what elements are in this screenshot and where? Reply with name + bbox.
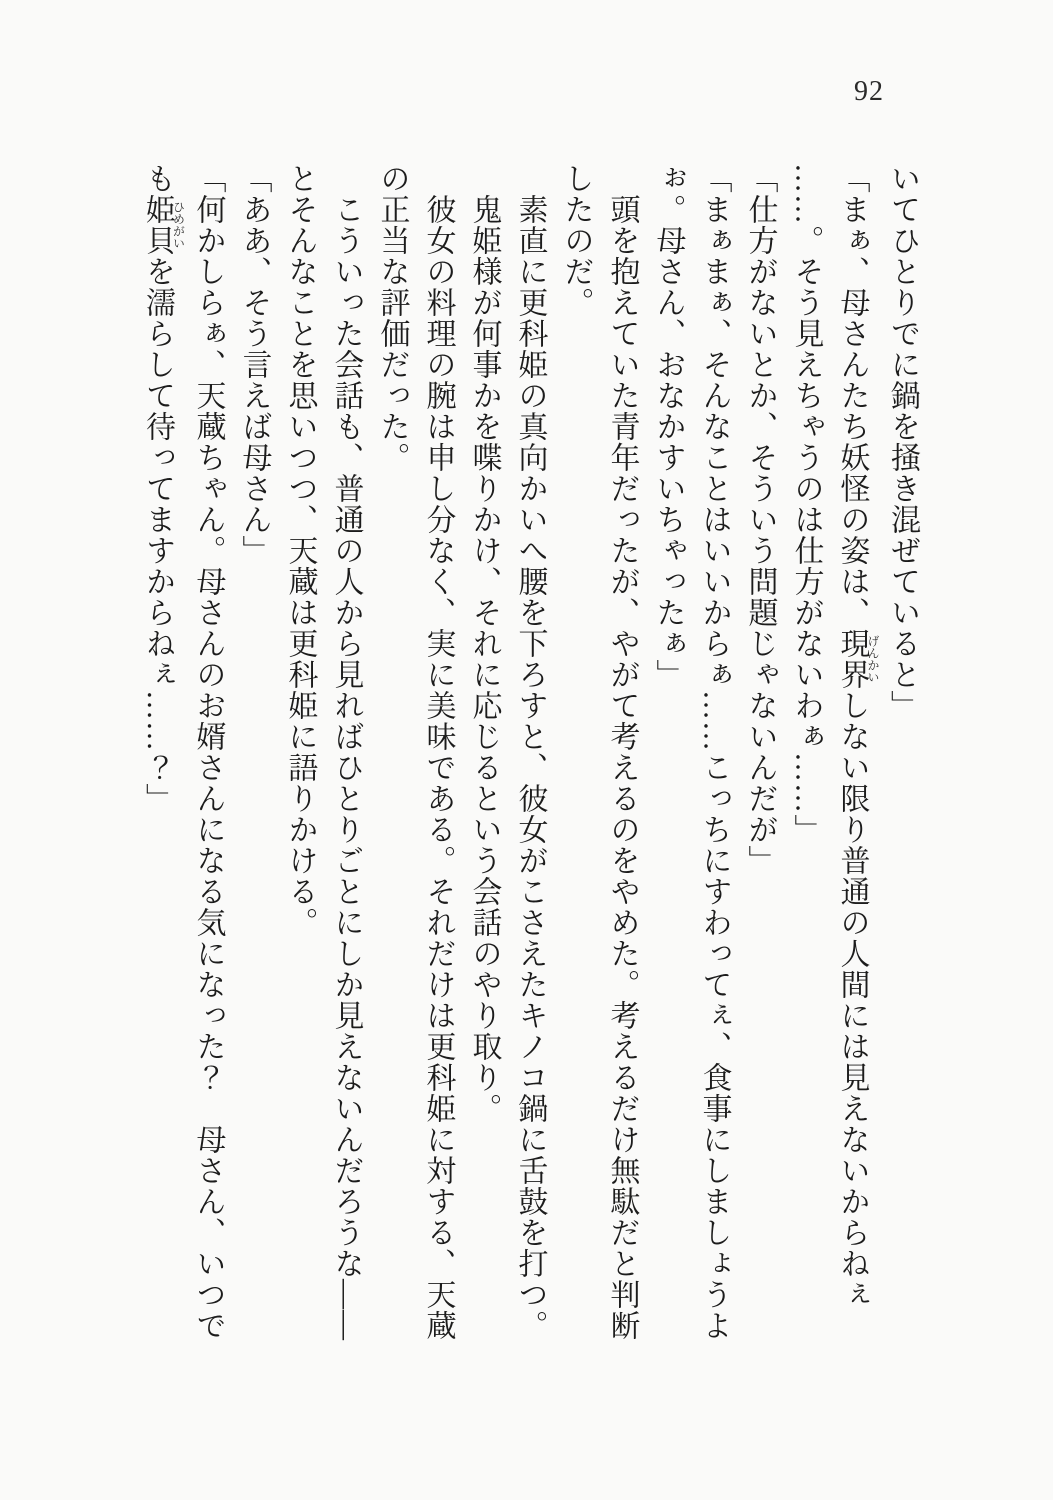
text-column: 素直に更科姫の真向かいへ腰を下ろすと、彼女がこさえたキノコ鍋に舌鼓を打つ。 xyxy=(513,163,547,1341)
text-column: 「仕方がないとか、そういう問題じゃないんだが」 xyxy=(743,163,777,876)
text-column: 「まぁ、母さんたち妖怪の姿は、現界げんかいしない限り普通の人間には見えないからねぇ xyxy=(835,163,880,1310)
text-column: も姫貝ひめがいを濡らして待ってますからねぇ……？」 xyxy=(141,163,186,814)
text-column: 頭を抱えていた青年だったが、やがて考えるのをやめた。考えるだけ無駄だと判断 xyxy=(605,163,639,1341)
text-column: とそんなことを思いつつ、天蔵は更科姫に語りかける。 xyxy=(283,163,317,938)
text-columns xyxy=(134,163,925,1363)
text-column: の正当な評価だった。 xyxy=(375,163,409,473)
text-column: 「何かしらぁ、天蔵ちゃん。母さんのお婿さんになる気になった？ 母さん、いつで xyxy=(191,163,225,1341)
text-column: 彼女の料理の腕は申し分なく、実に美味である。それだけは更科姫に対する、天蔵 xyxy=(421,163,455,1341)
text-column: ……。そう見えちゃうのは仕方がないわぁ……」 xyxy=(789,163,823,845)
page-number: 92 xyxy=(854,76,884,107)
text-column: 鬼姫様が何事かを喋りかけ、それに応じるという会話のやり取り。 xyxy=(467,163,501,1124)
text-column: こういった会話も、普通の人から見ればひとりごとにしか見えないんだろうな―― xyxy=(329,163,363,1341)
text-column: いてひとりでに鍋を掻き混ぜていると」 xyxy=(886,163,919,721)
text-column: 「ああ、そう言えば母さん」 xyxy=(237,163,271,566)
text-column: ぉ。母さん、おなかすいちゃったぁ」 xyxy=(651,163,685,690)
text-column: 「まぁまぁ、そんなことはいいからぁ……こっちにすわってぇ、食事にしましょうよ xyxy=(697,163,731,1341)
text-column: したのだ。 xyxy=(559,163,593,318)
